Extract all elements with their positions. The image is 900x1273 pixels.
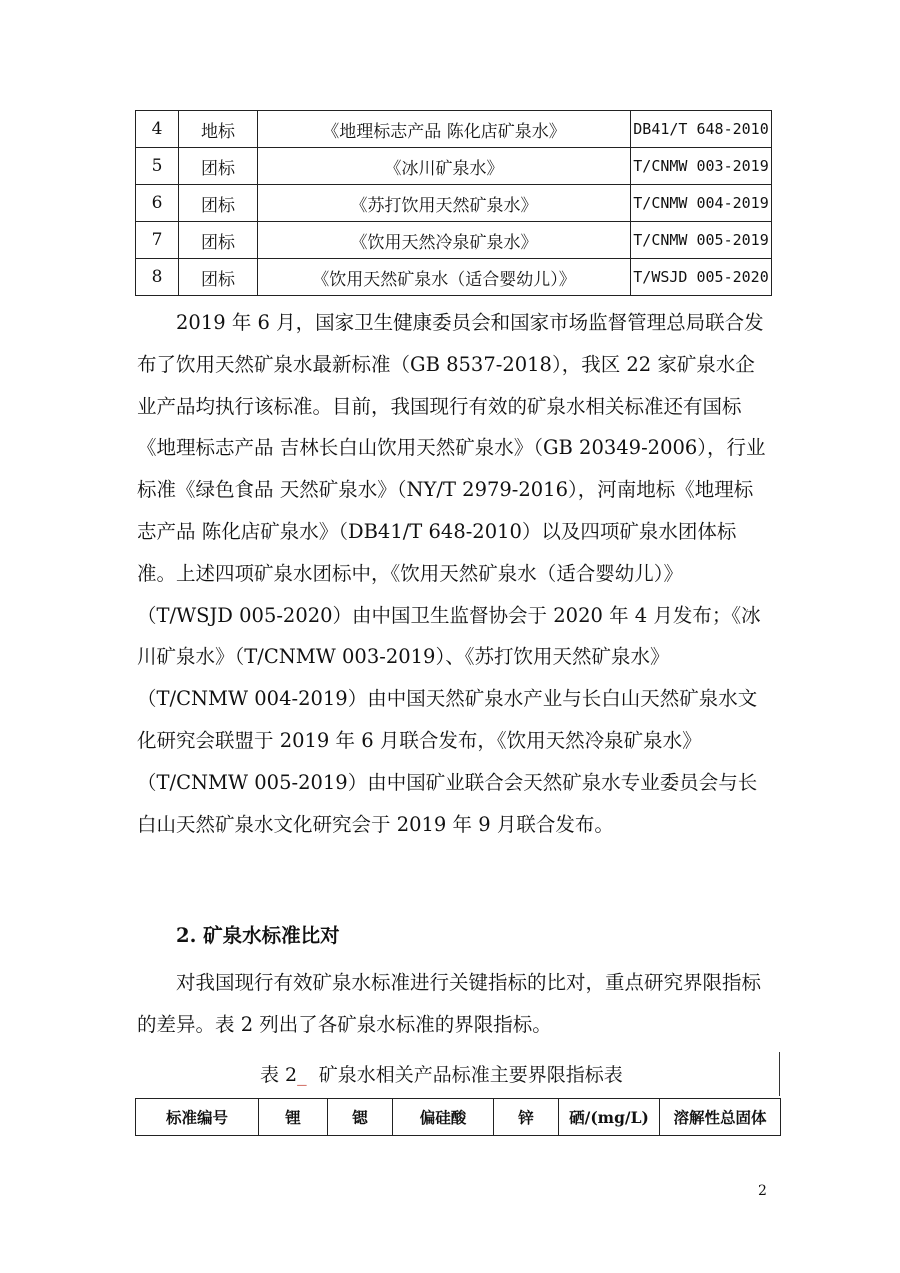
table-row bbox=[136, 222, 772, 259]
standard-code: T/CNMW 005-2019 bbox=[631, 222, 772, 259]
standard-name: 《饮用天然矿泉水（适合婴幼儿）》 bbox=[258, 259, 631, 296]
caption-prefix: 表 2 bbox=[260, 1064, 298, 1086]
table-header-row bbox=[136, 1099, 781, 1136]
standards-table bbox=[135, 110, 772, 296]
standard-type: 地标 bbox=[179, 111, 258, 148]
body-paragraph-1 bbox=[137, 302, 767, 845]
header-selenium: 硒/(mg/L) bbox=[559, 1099, 660, 1136]
standard-code: T/CNMW 003-2019 bbox=[631, 148, 772, 185]
header-standard-code: 标准编号 bbox=[136, 1099, 259, 1136]
row-number: 8 bbox=[136, 259, 179, 296]
standard-name: 《饮用天然冷泉矿泉水》 bbox=[258, 222, 631, 259]
body-paragraph-2 bbox=[137, 962, 767, 1046]
margin-line bbox=[779, 1052, 780, 1096]
section-heading: 2. 矿泉水标准比对 bbox=[176, 924, 340, 947]
table-row bbox=[136, 111, 772, 148]
paragraph-text: 对我国现行有效矿泉水标准进行关键指标的比对，重点研究界限指标的差异。表 2 列出了各矿泉水标准的界限指标。 bbox=[137, 971, 762, 1036]
standard-type: 团标 bbox=[179, 222, 258, 259]
row-number: 7 bbox=[136, 222, 179, 259]
standard-code: DB41/T 648-2010 bbox=[631, 111, 772, 148]
text-cursor: _ bbox=[297, 1064, 307, 1086]
standard-name: 《苏打饮用天然矿泉水》 bbox=[258, 185, 631, 222]
standard-name: 《地理标志产品 陈化店矿泉水》 bbox=[258, 111, 631, 148]
standard-type: 团标 bbox=[179, 148, 258, 185]
standard-name: 《冰川矿泉水》 bbox=[258, 148, 631, 185]
header-strontium: 锶 bbox=[328, 1099, 393, 1136]
table-row bbox=[136, 148, 772, 185]
row-number: 5 bbox=[136, 148, 179, 185]
limits-table bbox=[135, 1098, 781, 1136]
standard-code: T/WSJD 005-2020 bbox=[631, 259, 772, 296]
header-lithium: 锂 bbox=[259, 1099, 328, 1136]
standard-code: T/CNMW 004-2019 bbox=[631, 185, 772, 222]
row-number: 6 bbox=[136, 185, 179, 222]
header-zinc: 锌 bbox=[494, 1099, 559, 1136]
standard-type: 团标 bbox=[179, 259, 258, 296]
standard-type: 团标 bbox=[179, 185, 258, 222]
caption-title: 矿泉水相关产品标准主要界限指标表 bbox=[306, 1064, 623, 1086]
row-number: 4 bbox=[136, 111, 179, 148]
table-row bbox=[136, 185, 772, 222]
header-tds: 溶解性总固体 bbox=[660, 1099, 781, 1136]
table-row bbox=[136, 259, 772, 296]
page-number: 2 bbox=[758, 1183, 767, 1199]
table-caption bbox=[260, 1060, 623, 1087]
paragraph-text: 2019 年 6 月，国家卫生健康委员会和国家市场监督管理总局联合发布了饮用天然矿泉水最新标准（GB 8537-2018），我区 22 家矿泉水企业产品均执行该标准。目前，我国现行有效的矿泉水相关标准还有国标《地理标志产品 吉林长白山饮用天然矿泉水》（GB 20349-2006），行业标准《绿色食品 天然矿泉水》（NY/T 2979-2016），河南地标《地理标志产品 陈化店矿泉水》（DB41/T 648-2010）以及四项矿泉水团体标准。上述四项矿泉水团标中，《饮用天然矿泉水（适合婴幼儿）》（T/WSJD 005-2020）由中国卫生监督协会于 2020 年 4 月发布；《冰川矿泉水》（T/CNMW 003-2019）、《苏打饮用天然矿泉水》（T/CNMW 004-2019）由中国天然矿泉水产业与长白山天然矿泉水文化研究会联盟于 2019 年 6 月联合发布，《饮用天然冷泉矿泉水》（T/CNMW 005-2019）由中国矿业联合会天然矿泉水专业委员会与长白山天然矿泉水文化研究会于 2019 年 9 月联合发布。 bbox=[137, 311, 766, 836]
header-metasilicic-acid: 偏硅酸 bbox=[393, 1099, 494, 1136]
